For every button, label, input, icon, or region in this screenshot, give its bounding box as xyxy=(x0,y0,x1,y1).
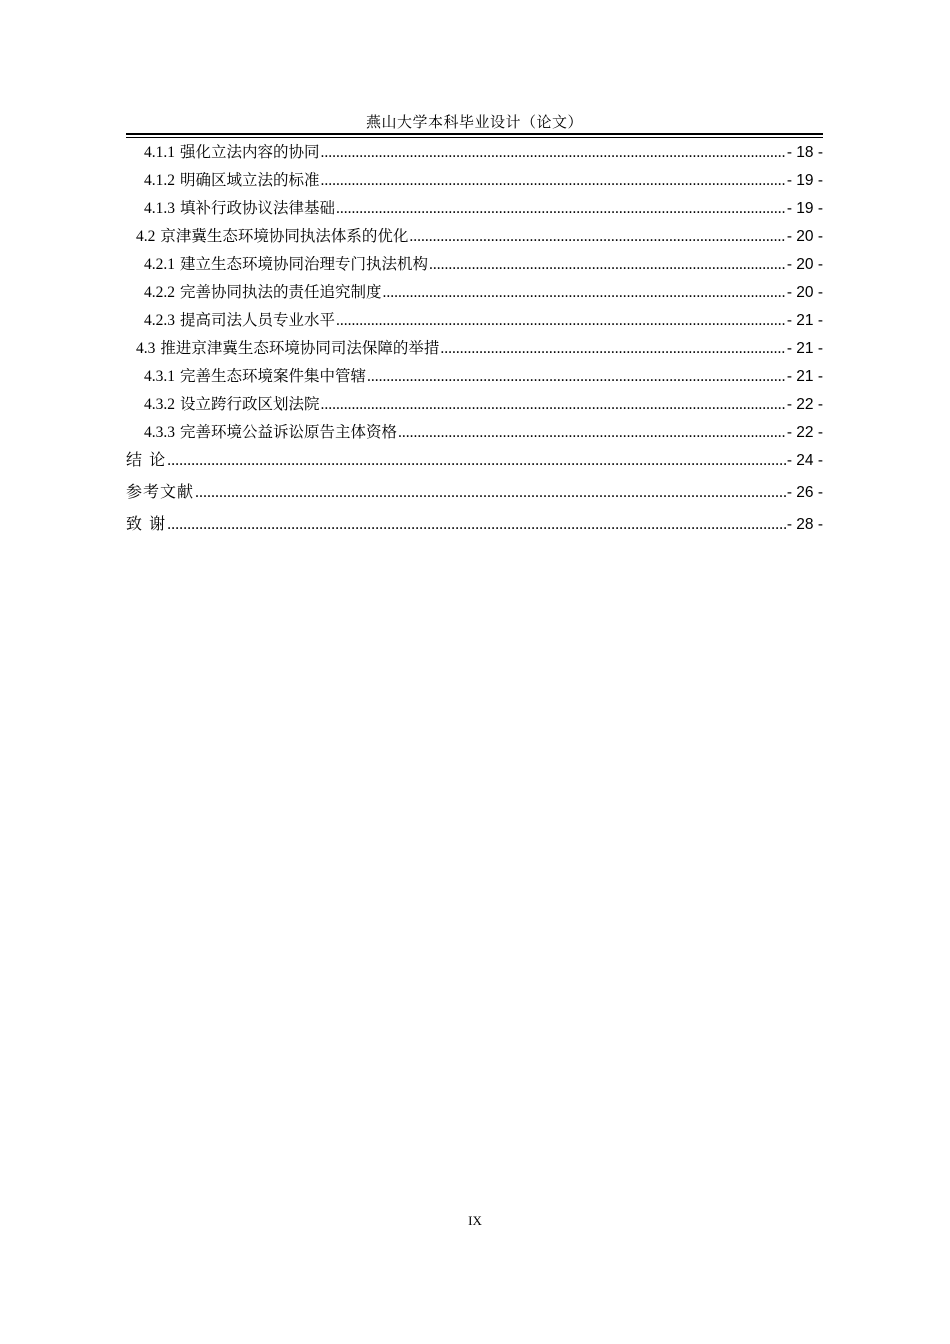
toc-entry-page: - 19 - xyxy=(786,172,823,189)
toc-entry[interactable] xyxy=(126,141,823,169)
toc-entry[interactable] xyxy=(126,309,823,337)
toc-dot-leader xyxy=(367,366,786,388)
toc-entry-page: - 26 - xyxy=(786,484,823,501)
toc-entry-title: 填补行政协议法律基础 xyxy=(180,199,336,217)
toc-dot-leader xyxy=(440,338,785,360)
toc-dot-leader xyxy=(321,170,786,192)
toc-entry-number: 4.1.1 xyxy=(144,144,175,161)
toc-entry-title: 推进京津冀生态环境协同司法保障的举措 xyxy=(160,339,440,357)
toc-entry-number: 4.2.3 xyxy=(144,312,175,329)
toc-entry-title: 完善协同执法的责任追究制度 xyxy=(180,283,382,301)
table-of-contents xyxy=(126,141,823,545)
toc-entry-number: 4.2 xyxy=(136,228,156,245)
toc-dot-leader xyxy=(321,142,786,164)
toc-entry-title: 京津冀生态环境协同执法体系的优化 xyxy=(160,227,409,245)
toc-entry[interactable] xyxy=(126,281,823,309)
toc-dot-leader xyxy=(336,310,786,332)
toc-dot-leader xyxy=(398,422,786,444)
toc-entry-title: 设立跨行政区划法院 xyxy=(180,395,320,413)
toc-entry-page: - 22 - xyxy=(786,396,823,413)
toc-entry-title: 完善生态环境案件集中管辖 xyxy=(180,367,367,385)
toc-entry-title: 强化立法内容的协同 xyxy=(180,143,320,161)
toc-dot-leader xyxy=(429,254,786,276)
toc-entry-page: - 22 - xyxy=(786,424,823,441)
toc-entry[interactable] xyxy=(126,253,823,281)
toc-entry-title: 致 谢 xyxy=(126,514,167,533)
toc-dot-leader xyxy=(195,482,786,504)
toc-entry-title: 结 论 xyxy=(126,450,167,469)
toc-entry-page: - 28 - xyxy=(786,516,823,533)
toc-dot-leader xyxy=(336,198,786,220)
toc-entry-title: 参考文献 xyxy=(126,482,195,501)
toc-entry-number: 4.1.3 xyxy=(144,200,175,217)
toc-entry-page: - 21 - xyxy=(786,340,823,357)
toc-entry-page: - 18 - xyxy=(786,144,823,161)
toc-entry-title: 提高司法人员专业水平 xyxy=(180,311,336,329)
toc-entry[interactable] xyxy=(126,225,823,253)
toc-entry-number: 4.3.3 xyxy=(144,424,175,441)
toc-entry-number: 4.2.1 xyxy=(144,256,175,273)
toc-dot-leader xyxy=(409,226,785,248)
toc-entry-conclusion[interactable] xyxy=(126,449,823,481)
toc-entry-number: 4.2.2 xyxy=(144,284,175,301)
toc-dot-leader xyxy=(167,450,786,472)
toc-entry-references[interactable] xyxy=(126,481,823,513)
header-double-rule xyxy=(126,133,823,138)
toc-entry-number: 4.3 xyxy=(136,340,156,357)
toc-entry-title: 明确区域立法的标准 xyxy=(180,171,320,189)
toc-entry-page: - 20 - xyxy=(786,284,823,301)
toc-dot-leader xyxy=(167,514,786,536)
toc-entry-page: - 24 - xyxy=(786,452,823,469)
toc-entry-acknowledgements[interactable] xyxy=(126,513,823,545)
toc-entry[interactable] xyxy=(126,393,823,421)
toc-entry[interactable] xyxy=(126,197,823,225)
toc-entry-page: - 19 - xyxy=(786,200,823,217)
toc-entry[interactable] xyxy=(126,421,823,449)
page-number: IX xyxy=(468,1213,482,1228)
toc-entry-title: 完善环境公益诉讼原告主体资格 xyxy=(180,423,398,441)
toc-entry-number: 4.3.1 xyxy=(144,368,175,385)
toc-entry-page: - 20 - xyxy=(786,256,823,273)
page-header-title: 燕山大学本科毕业设计（论文） xyxy=(365,113,583,131)
toc-entry[interactable] xyxy=(126,365,823,393)
toc-entry[interactable] xyxy=(126,337,823,365)
toc-dot-leader xyxy=(321,394,786,416)
toc-entry-page: - 21 - xyxy=(786,312,823,329)
toc-dot-leader xyxy=(383,282,786,304)
toc-entry-number: 4.1.2 xyxy=(144,172,175,189)
toc-entry-page: - 20 - xyxy=(786,228,823,245)
toc-entry-page: - 21 - xyxy=(786,368,823,385)
toc-entry-title: 建立生态环境协同治理专门执法机构 xyxy=(180,255,429,273)
toc-entry-number: 4.3.2 xyxy=(144,396,175,413)
toc-entry[interactable] xyxy=(126,169,823,197)
